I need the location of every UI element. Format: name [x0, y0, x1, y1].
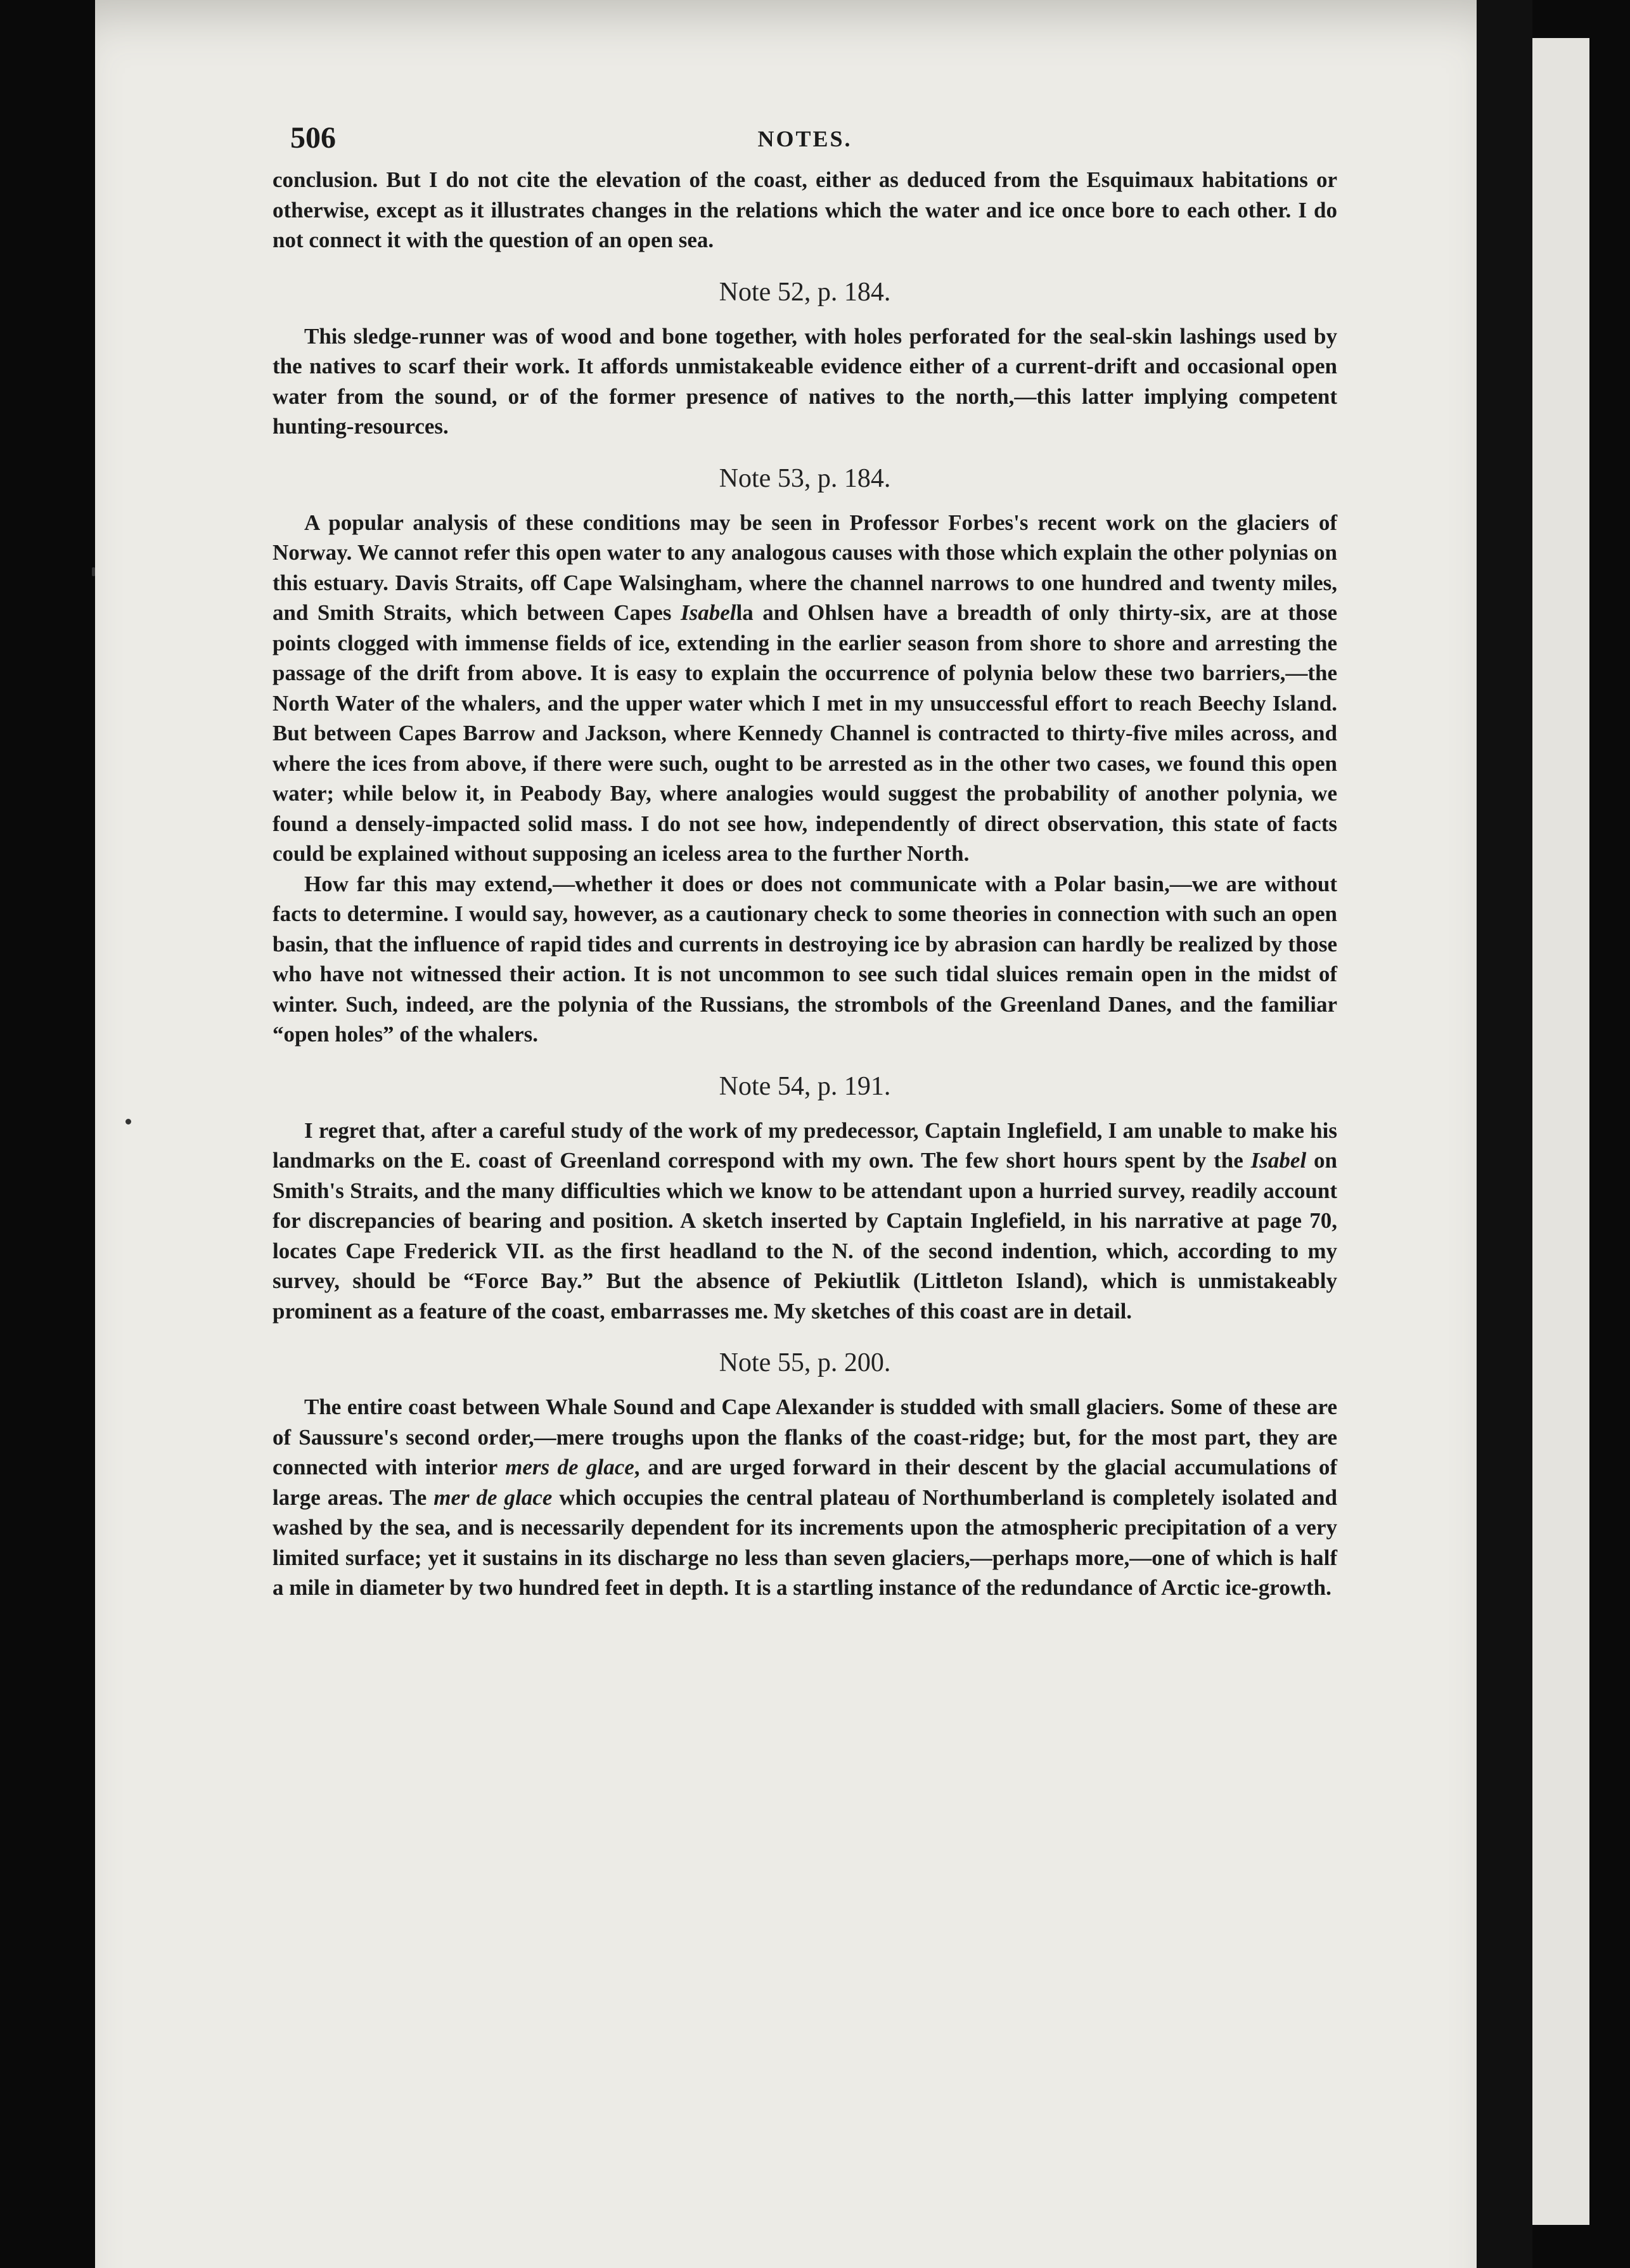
ink-speck [92, 567, 95, 576]
ink-speck [125, 1119, 131, 1124]
intro-paragraph: conclusion. But I do not cite the elevation of the coast, either as deduced from the Esquimaux habitations or otherwise, except as it illustrates changes in the relations which the water and ice once bore to each other. I do not connect it with the question of an open sea. [273, 167, 1337, 252]
note-paragraph: A popular analysis of these conditions may be seen in Professor Forbes's recent work on the glaciers of Norway. We cannot refer this open water to any analogous causes with those which explain the other polynias on this estuary. Davis Straits, off Cape Walsingham, where the channel narrows to one hundred and twenty miles, and Smith Straits, which between Capes Isabella and Ohlsen have a breadth of only thirty-six, are at those points clogged with immense fields of ice, extending in the earlier season from shore to shore and arresting the passage of the drift from above. It is easy to explain the occurrence of polynia below these two barriers,—the North Water of the whalers, and the upper water which I met in my unsuccessful effort to reach Beechy Island. But between Capes Barrow and Jackson, where Kennedy Channel is contracted to thirty-five miles across, and where the ices from above, if there were such, ought to be arrested as in the other two cases, we found this open water; while below it, in Peabody Bay, where analogies would suggest the probability of another polynia, we found a densely-impacted solid mass. I do not see how, independently of direct observation, this state of facts could be explained without supposing an iceless area to the further North. [273, 510, 1337, 866]
note-heading: Note 53, p. 184. [719, 463, 891, 493]
note-paragraph: How far this may extend,—whether it does or does not communicate with a Polar basin,—we are without facts to determine. I would say, however, as a cautionary check to some theories in connection with such an open basin, that the influence of rapid tides and currents in destroying ice by abrasion can hardly be realized by those who have not witnessed their action. It is not uncommon to see such tidal sluices remain open in the midst of winter. Such, indeed, are the polynia of the Russians, the strombols of the Greenland Danes, and the familiar “open holes” of the whalers. [273, 871, 1337, 1047]
note-54 [273, 1071, 1337, 1327]
note-paragraph: I regret that, after a careful study of the work of my predecessor, Captain Inglefield, I am unable to make his landmarks on the E. coast of Greenland correspond with my own. The few short hours spent by the Isabel on Smith's Straits, and the many difficulties which we know to be attendant upon a hurried survey, readily account for discrepancies of bearing and position. A sketch inserted by Captain Inglefield, in his narrative at page 70, locates Cape Frederick VII. as the first headland to the N. of the second indention, which, according to my survey, should be “Force Bay.” But the absence of Pekiutlik (Littleton Island), which is unmistakeably prominent as a feature of the coast, embarrasses me. My sketches of this coast are in detail. [273, 1118, 1338, 1324]
page-content [273, 120, 1337, 1603]
running-title: NOTES. [757, 126, 852, 151]
adjacent-page-edge [1532, 38, 1589, 2225]
page-number: 506 [290, 121, 336, 155]
note-53 [273, 463, 1337, 1050]
note-55 [273, 1348, 1337, 1603]
running-head [273, 120, 1337, 165]
note-paragraph: This sledge-runner was of wood and bone together, with holes perforated for the seal-skin lashings used by the natives to scarf their work. It affords unmistakeable evidence either of a current-drift and occasional open water from the sound, or of the former presence of natives to the north,—this latter implying competent hunting-resources. [273, 323, 1337, 439]
note-heading: Note 52, p. 184. [719, 277, 891, 307]
note-heading: Note 55, p. 200. [719, 1348, 891, 1377]
note-paragraph: The entire coast between Whale Sound and Cape Alexander is studded with small glaciers. Some of these are of Saussure's second order,—mere troughs upon the flanks of the coast-ridge; but, for the most part, they are connected with interior mers de glace, and are urged forward in their descent by the glacial accumulations of large areas. The mer de glace which occupies the central plateau of Northumberland is completely isolated and washed by the sea, and is necessarily dependent for its increments upon the atmospheric precipitation of a very limited surface; yet it sustains in its discharge no less than seven glaciers,—perhaps more,—one of which is half a mile in diameter by two hundred feet in depth. It is a startling instance of the redundance of Arctic ice-growth. [273, 1395, 1337, 1600]
note-heading: Note 54, p. 191. [719, 1071, 891, 1101]
book-gutter [1477, 0, 1532, 2268]
note-52 [273, 277, 1337, 442]
